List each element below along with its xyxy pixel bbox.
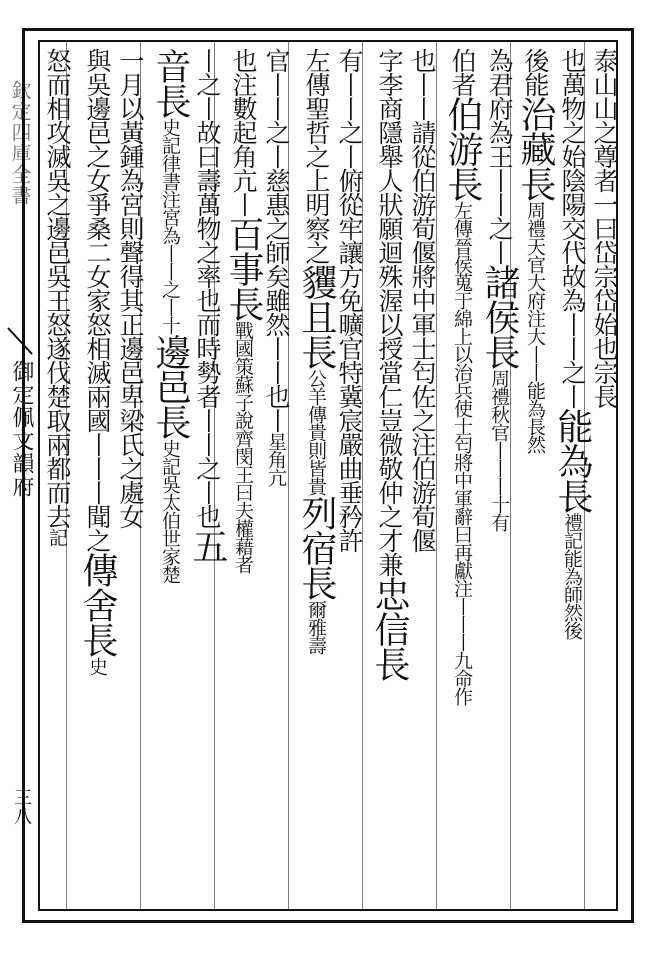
entry-headword: 伯游長 — [442, 96, 483, 201]
text-column — [553, 48, 591, 908]
entry-headword: 傳舍長 — [77, 552, 118, 657]
entry-headword: 百事長 — [223, 216, 264, 321]
text-column — [480, 48, 518, 908]
text-column — [516, 48, 554, 908]
text-column — [151, 48, 189, 908]
column-annotation: 周禮天官大府注大 — [524, 201, 546, 345]
text-column — [297, 48, 335, 908]
column-annotation: 史記律書注宮為丨丨之丨十 — [159, 118, 181, 334]
column-text: 怒而相攻滅吳之邊邑吳王怒遂伐楚取兩都而去 — [43, 48, 72, 528]
fold-mark-icon — [4, 326, 34, 356]
text-column — [407, 48, 437, 908]
column-annotation: 左傳晉侯蒐于綿上以治兵使士匄將中軍辭曰 — [451, 201, 473, 543]
entry-headword: 忠信長 — [369, 576, 410, 681]
column-text: 也萬物之始陰陽交代故為丨丨之丨 — [558, 48, 587, 408]
page-margin — [0, 40, 36, 911]
column-annotation: 史 — [86, 657, 108, 675]
text-column — [334, 48, 364, 908]
book-title: 御定佩文韻府 — [9, 360, 34, 498]
column-text: 也注數起角亢丨 — [229, 48, 258, 216]
entry-headword: 能為長 — [552, 408, 593, 513]
column-text: 與吳邊邑之女爭桑二女家怒相滅兩國丨丨丨聞之 — [83, 48, 112, 552]
column-annotation: 記 — [46, 528, 68, 546]
folio-number: 三八 — [11, 788, 32, 826]
text-column — [224, 48, 262, 908]
column-text: 伯者 — [448, 48, 477, 96]
column-text: 後能 — [521, 48, 550, 96]
column-text: 有丨丨之丨俯從牢讓方免曠官特冀宸嚴曲垂矜許 — [335, 48, 364, 552]
column-text: 一月以黃鍾為宮則聲得其正邊邑卑梁氏之處女 — [116, 48, 145, 528]
column-text: 為君府為王丨丨之丨 — [485, 48, 514, 264]
text-column — [370, 48, 408, 908]
entry-headword: 諸侯長 — [479, 264, 520, 369]
text-column — [188, 48, 226, 908]
column-text: 丨之丨故曰壽萬物之率也而時勢者丨丨之丨也 — [193, 48, 222, 528]
column-annotation: 戰國策蘇子說齊閔王曰夫權藉者 — [232, 321, 254, 573]
entry-headword: 五 — [187, 528, 228, 563]
column-annotation: 禮記能為師然後 — [561, 513, 583, 639]
text-column — [115, 48, 145, 908]
column-text: 泰山山之尊者一曰岱宗岱始也宗長 — [590, 48, 619, 408]
column-annotation: 再獻注丨丨丨九命作 — [451, 543, 473, 705]
entry-headword: 邊邑長 — [150, 334, 191, 439]
text-column — [78, 48, 116, 908]
column-annotation: 爾雅壽 — [305, 600, 327, 654]
entry-headword: 列宿長 — [296, 495, 337, 600]
entry-headword: 治藏長 — [515, 96, 556, 201]
text-column — [589, 48, 619, 908]
text-column — [443, 48, 481, 908]
column-text: 字李商隱舉人狀願迴殊渥以授當仁豈微敬仲之才兼 — [375, 48, 404, 576]
text-column — [42, 48, 72, 908]
column-text: 官丨丨之丨慈惠之師矣雖然丨丨也丨 — [262, 48, 291, 432]
column-text: 也丨丨請從伯游荀偃將中軍士匄佐之注伯游荀偃 — [408, 48, 437, 552]
column-annotation: 史記吳太伯世家楚 — [159, 439, 181, 583]
column-annotation: 公羊傳貴則皆貴 — [305, 369, 327, 495]
margin-top-label: 欽定四庫全書 — [8, 80, 32, 206]
entry-headword: 音長 — [150, 48, 191, 118]
column-annotation: 丨丨能為長然 — [524, 345, 546, 453]
entry-headword: 貜且長 — [296, 264, 337, 369]
column-annotation: 星角亢 — [265, 432, 287, 486]
text-column — [261, 48, 291, 908]
column-text: 左傳聖哲之上明察之 — [302, 48, 331, 264]
column-annotation: 周禮秋官丨丨丨十有 — [488, 369, 510, 531]
